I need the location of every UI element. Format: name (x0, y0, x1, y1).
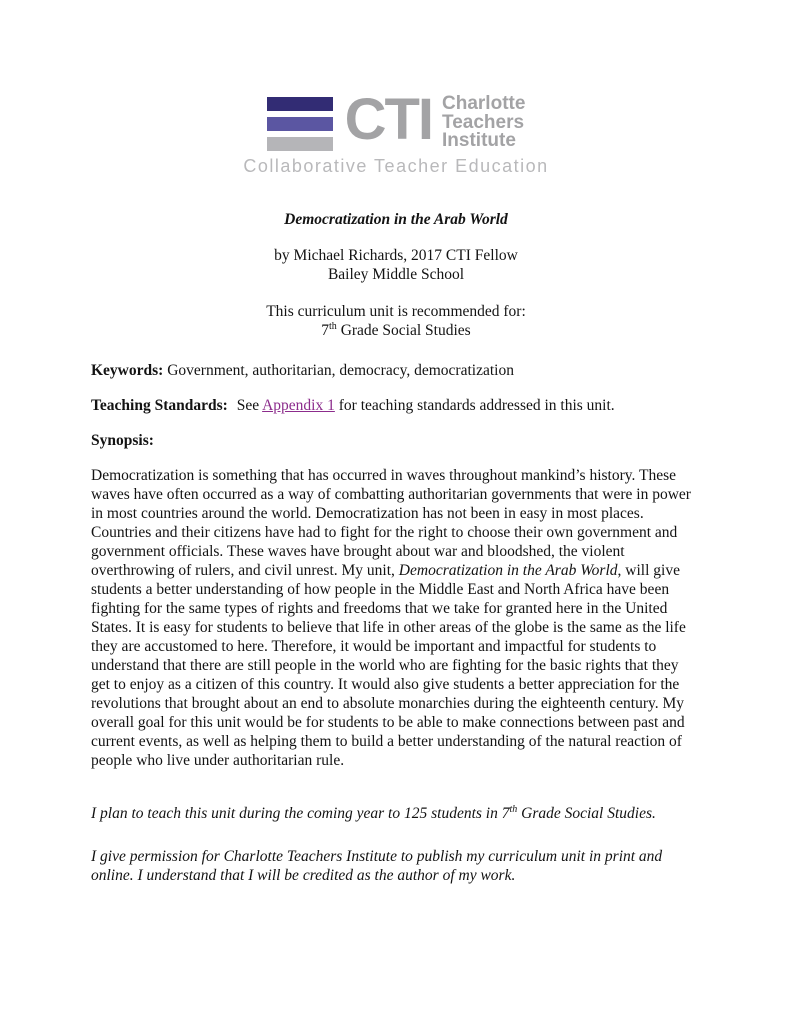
cti-logo-main (267, 87, 526, 152)
cti-logo (91, 0, 701, 177)
appendix-1-link[interactable]: Appendix 1 (262, 397, 335, 414)
standards-post-text: for teaching standards addressed in this unit. (334, 397, 615, 414)
grade-ordinal-sup: th (329, 320, 337, 332)
keywords-line (91, 361, 701, 380)
logo-bar-purple (267, 117, 333, 131)
logo-bar-dark (267, 97, 333, 111)
teaching-plan-line (91, 804, 701, 823)
grade-line (91, 321, 701, 340)
footer-statements (91, 804, 701, 885)
cti-name-line-1: Charlotte (442, 93, 526, 114)
title-block (91, 211, 701, 340)
cti-name (442, 95, 525, 151)
standards-label: Teaching Standards: (91, 397, 228, 414)
byline-block (91, 246, 701, 284)
cti-acronym: CTI (344, 87, 433, 152)
cti-name-line-2: Teachers (442, 111, 525, 133)
synopsis-text-1: Democratization is something that has occurred in waves throughout mankind’s history. These waves have often occurred as a way of combatting authoritarian governments that were in power in most countries around the world. Democratization has not been in easy in most places. Countries and their citizens have had to fight for the right to choose their own government and government officials. These waves have brought about war and bloodshed, the violent overthrowing of rulers, and civil unrest. My unit, (91, 467, 691, 579)
logo-bar-gray (267, 137, 333, 151)
synopsis-unit-title: Democratization in the Arab World (398, 562, 618, 579)
teaching-standards-line (91, 396, 701, 415)
cti-logo-bars-icon (267, 97, 333, 151)
recommended-line: This curriculum unit is recommended for: (266, 303, 526, 320)
standards-pre-text: See (232, 397, 263, 414)
synopsis-paragraph (91, 466, 701, 770)
cti-tagline: Collaborative Teacher Education (243, 156, 549, 176)
plan-subject: Grade Social Studies. (517, 805, 656, 822)
synopsis-text-2: , will give students a better understanding of how people in the Middle East and North Africa have been fighting for the same types of rights and freedoms that we take for granted here in the United States. It is easy for students to believe that life in other areas of the globe is the same as the life they are accustomed to here. Therefore, it would be important and impactful for students to understand that there are still people in the world who are fighting for the basic rights that they get to enjoy as a citizen of this country. It would also give students a better appreciation for the revolutions that brought about an end to absolute monarchies during the eighteenth century. My overall goal for this unit would be for students to be able to make connections between past and current events, as well as helping them to build a better understanding of the natural reaction of people who live under authoritarian rule. (91, 562, 686, 769)
plan-ordinal-sup: th (509, 803, 518, 815)
school-line: Bailey Middle School (327, 266, 465, 283)
plan-text: I plan to teach this unit during the coming year to 125 students in 7 (91, 805, 510, 822)
keywords-value: Government, authoritarian, democracy, democratization (163, 362, 514, 379)
cti-name-line-3: Institute (442, 130, 516, 151)
grade-number: 7 (321, 322, 330, 339)
grade-subject: Grade Social Studies (336, 322, 471, 339)
permission-statement: I give permission for Charlotte Teachers Institute to publish my curriculum unit in print and online. I understand that I will be credited as the author of my work. (91, 848, 663, 884)
page-title: Democratization in the Arab World (284, 211, 508, 228)
keywords-label: Keywords: (91, 362, 164, 379)
synopsis-heading: Synopsis: (91, 432, 154, 449)
recommended-block (91, 302, 701, 340)
author-line: by Michael Richards, 2017 CTI Fellow (274, 247, 518, 264)
